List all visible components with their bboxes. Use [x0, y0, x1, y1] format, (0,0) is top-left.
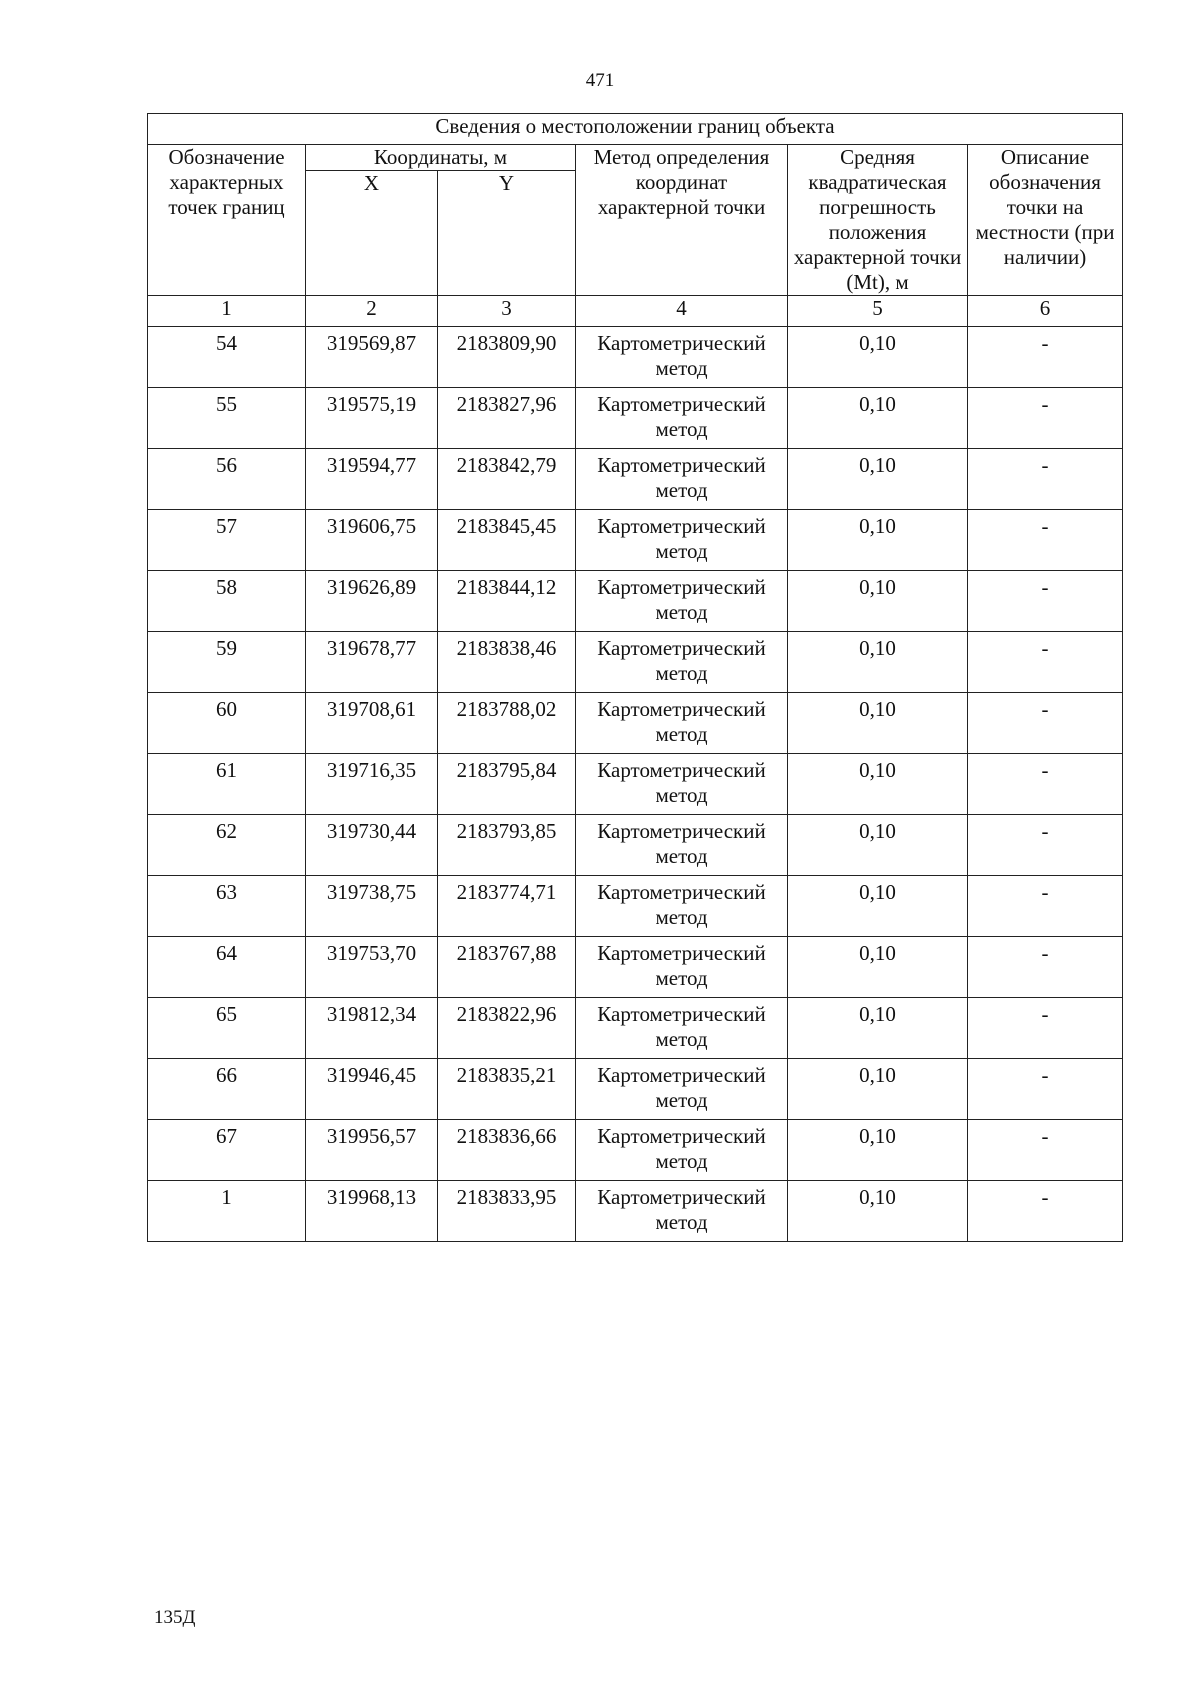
page-number: 471	[585, 70, 615, 91]
cell-method: Картометрический метод	[576, 998, 788, 1059]
cell-error: 0,10	[788, 937, 968, 998]
cell-point: 57	[148, 510, 306, 571]
cell-point: 63	[148, 876, 306, 937]
cell-y: 2183842,79	[438, 449, 576, 510]
cell-method: Картометрический метод	[576, 1181, 788, 1242]
cell-y: 2183836,66	[438, 1120, 576, 1181]
cell-y: 2183844,12	[438, 571, 576, 632]
cell-error: 0,10	[788, 571, 968, 632]
column-number: 1	[148, 296, 306, 327]
cell-y: 2183788,02	[438, 693, 576, 754]
cell-y: 2183793,85	[438, 815, 576, 876]
cell-x: 319956,57	[306, 1120, 438, 1181]
cell-error: 0,10	[788, 1059, 968, 1120]
table-row	[148, 449, 1123, 510]
cell-point: 61	[148, 754, 306, 815]
table-row	[148, 388, 1123, 449]
cell-point: 59	[148, 632, 306, 693]
cell-description: -	[968, 449, 1123, 510]
cell-point: 64	[148, 937, 306, 998]
cell-x: 319946,45	[306, 1059, 438, 1120]
cell-error: 0,10	[788, 876, 968, 937]
cell-method: Картометрический метод	[576, 510, 788, 571]
cell-y: 2183827,96	[438, 388, 576, 449]
cell-x: 319594,77	[306, 449, 438, 510]
cell-description: -	[968, 571, 1123, 632]
cell-point: 55	[148, 388, 306, 449]
cell-error: 0,10	[788, 327, 968, 388]
table-row	[148, 876, 1123, 937]
cell-description: -	[968, 815, 1123, 876]
cell-x: 319626,89	[306, 571, 438, 632]
cell-x: 319678,77	[306, 632, 438, 693]
cell-error: 0,10	[788, 632, 968, 693]
cell-x: 319575,19	[306, 388, 438, 449]
cell-point: 1	[148, 1181, 306, 1242]
cell-method: Картометрический метод	[576, 327, 788, 388]
cell-point: 62	[148, 815, 306, 876]
cell-error: 0,10	[788, 998, 968, 1059]
cell-description: -	[968, 693, 1123, 754]
table-row	[148, 632, 1123, 693]
cell-point: 54	[148, 327, 306, 388]
cell-x: 319569,87	[306, 327, 438, 388]
column-number: 4	[576, 296, 788, 327]
table-header	[148, 114, 1123, 327]
cell-point: 56	[148, 449, 306, 510]
column-number: 3	[438, 296, 576, 327]
cell-x: 319812,34	[306, 998, 438, 1059]
cell-error: 0,10	[788, 510, 968, 571]
cell-description: -	[968, 1059, 1123, 1120]
cell-y: 2183809,90	[438, 327, 576, 388]
cell-error: 0,10	[788, 449, 968, 510]
cell-method: Картометрический метод	[576, 571, 788, 632]
cell-y: 2183838,46	[438, 632, 576, 693]
cell-method: Картометрический метод	[576, 876, 788, 937]
cell-method: Картометрический метод	[576, 754, 788, 815]
cell-x: 319730,44	[306, 815, 438, 876]
table-row	[148, 998, 1123, 1059]
cell-method: Картометрический метод	[576, 693, 788, 754]
cell-description: -	[968, 937, 1123, 998]
cell-y: 2183795,84	[438, 754, 576, 815]
cell-error: 0,10	[788, 1120, 968, 1181]
cell-y: 2183774,71	[438, 876, 576, 937]
table-row	[148, 815, 1123, 876]
cell-error: 0,10	[788, 693, 968, 754]
table-body	[148, 327, 1123, 1242]
cell-point: 65	[148, 998, 306, 1059]
header-point: Обозначение характерных точек границ	[148, 145, 306, 296]
cell-y: 2183845,45	[438, 510, 576, 571]
header-description: Описание обозначения точки на местности (при наличии)	[968, 145, 1123, 296]
table-row	[148, 1059, 1123, 1120]
cell-point: 67	[148, 1120, 306, 1181]
header-x: X	[306, 171, 438, 296]
cell-method: Картометрический метод	[576, 388, 788, 449]
cell-method: Картометрический метод	[576, 632, 788, 693]
cell-error: 0,10	[788, 1181, 968, 1242]
cell-point: 58	[148, 571, 306, 632]
table-row	[148, 571, 1123, 632]
cell-x: 319753,70	[306, 937, 438, 998]
cell-x: 319606,75	[306, 510, 438, 571]
header-coords: Координаты, м	[306, 145, 576, 171]
cell-x: 319716,35	[306, 754, 438, 815]
cell-description: -	[968, 1181, 1123, 1242]
cell-y: 2183835,21	[438, 1059, 576, 1120]
cell-error: 0,10	[788, 754, 968, 815]
cell-description: -	[968, 876, 1123, 937]
table-row	[148, 510, 1123, 571]
cell-y: 2183767,88	[438, 937, 576, 998]
cell-description: -	[968, 388, 1123, 449]
table-row	[148, 327, 1123, 388]
boundary-coordinates-table	[147, 113, 1123, 1242]
cell-point: 66	[148, 1059, 306, 1120]
column-number: 5	[788, 296, 968, 327]
cell-description: -	[968, 632, 1123, 693]
cell-x: 319708,61	[306, 693, 438, 754]
header-y: Y	[438, 171, 576, 296]
footer-code: 135Д	[154, 1607, 196, 1628]
cell-method: Картометрический метод	[576, 1059, 788, 1120]
column-numbers-row	[148, 296, 1123, 327]
cell-description: -	[968, 754, 1123, 815]
column-number: 2	[306, 296, 438, 327]
cell-method: Картометрический метод	[576, 1120, 788, 1181]
header-method: Метод определения координат характерной точки	[576, 145, 788, 296]
table-row	[148, 937, 1123, 998]
cell-description: -	[968, 1120, 1123, 1181]
cell-error: 0,10	[788, 815, 968, 876]
cell-description: -	[968, 998, 1123, 1059]
table-row	[148, 1181, 1123, 1242]
cell-point: 60	[148, 693, 306, 754]
cell-y: 2183833,95	[438, 1181, 576, 1242]
cell-x: 319738,75	[306, 876, 438, 937]
cell-description: -	[968, 327, 1123, 388]
table-row	[148, 1120, 1123, 1181]
cell-error: 0,10	[788, 388, 968, 449]
column-number: 6	[968, 296, 1123, 327]
table-row	[148, 754, 1123, 815]
cell-x: 319968,13	[306, 1181, 438, 1242]
cell-description: -	[968, 510, 1123, 571]
header-error: Средняя квадратическая погрешность положения характерной точки (Mt), м	[788, 145, 968, 296]
table-title: Сведения о местоположении границ объекта	[148, 114, 1123, 145]
cell-method: Картометрический метод	[576, 937, 788, 998]
cell-method: Картометрический метод	[576, 815, 788, 876]
cell-method: Картометрический метод	[576, 449, 788, 510]
table-row	[148, 693, 1123, 754]
cell-y: 2183822,96	[438, 998, 576, 1059]
